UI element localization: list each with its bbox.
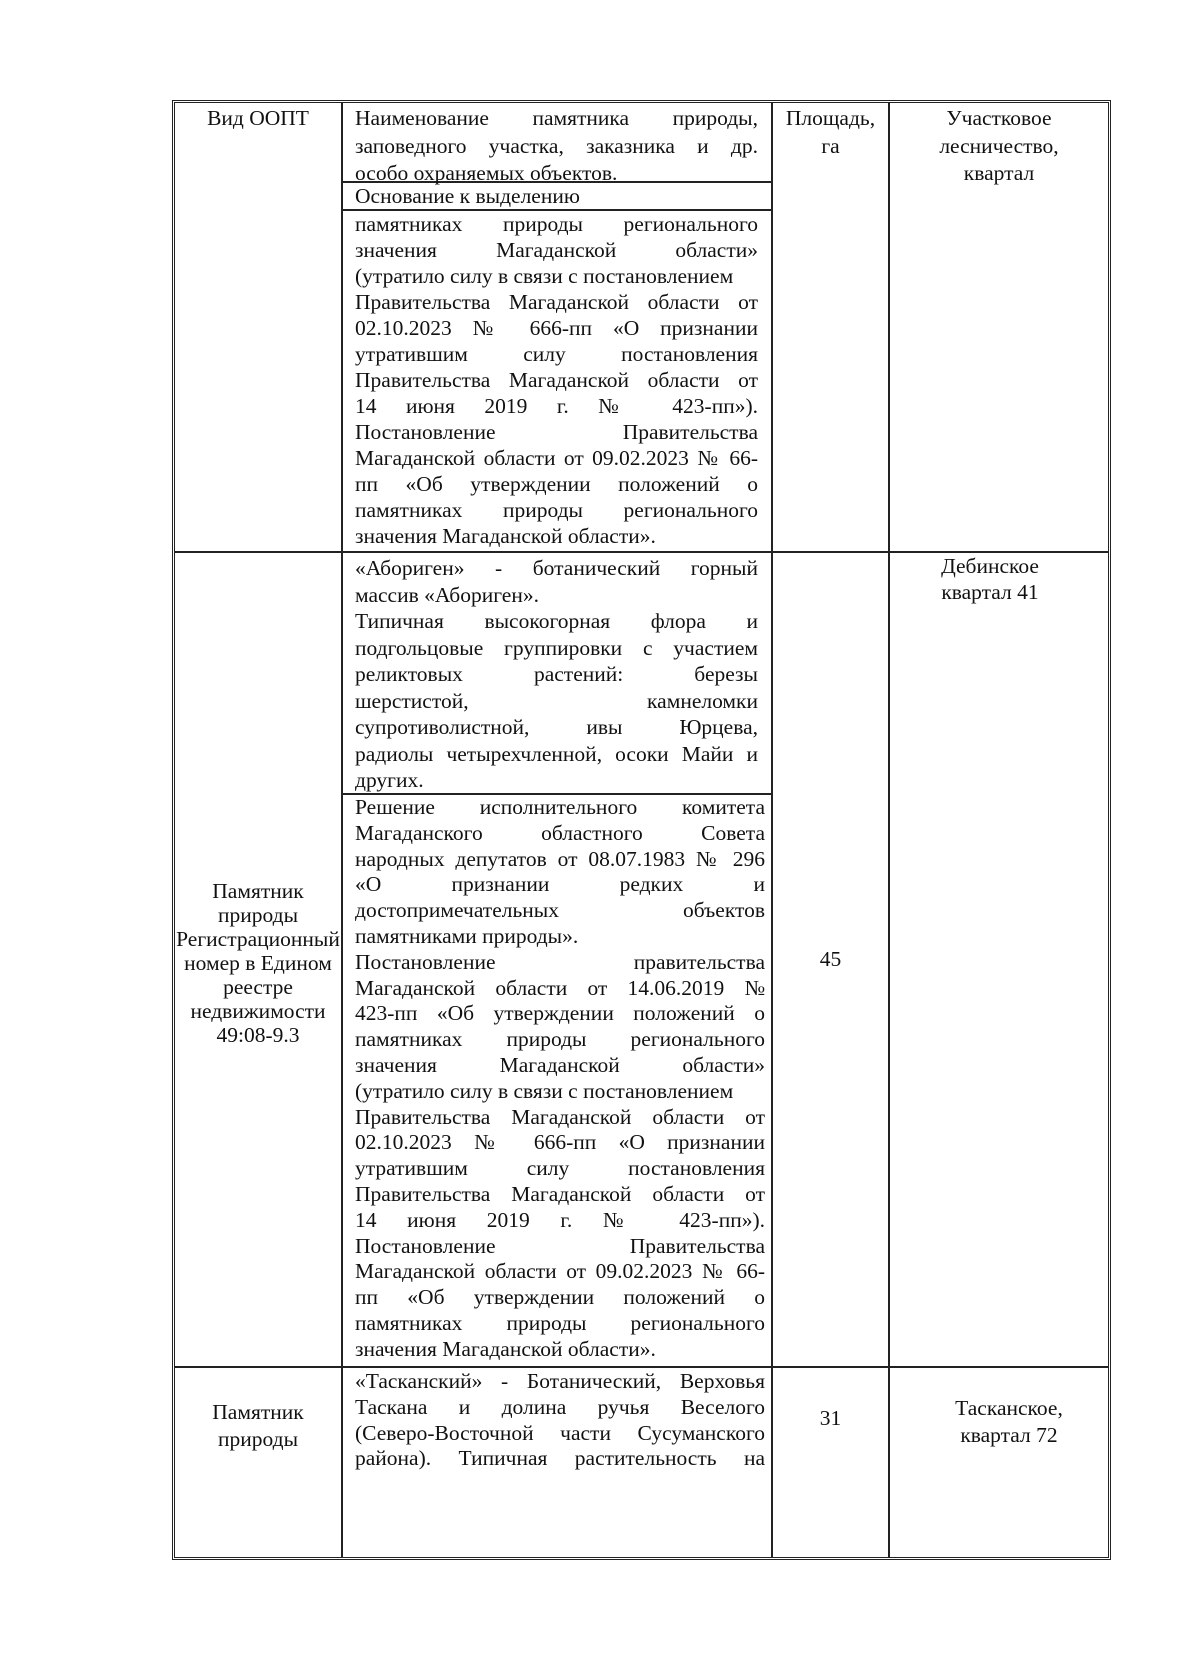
header-forestry-line: Участковое [946,106,1052,130]
name-line: Таскана и долина ручья Веселого [355,1394,765,1419]
col-divider-2 [771,103,773,1557]
basis-line: Правительства Магаданской области от [355,1104,765,1129]
type-line: Регистрационный [176,927,340,951]
continued-basis-text [355,211,758,549]
aborigen-type [175,879,341,1047]
taskan-type [175,1399,341,1453]
basis-line: «О признании редких и [355,872,765,897]
header-name [355,105,758,188]
basis-line: Магаданской области от 14.06.2019 № [355,975,765,1000]
basis-line: достопримечательных объектов [355,898,765,923]
forestry-line: Дебинское [941,554,1039,578]
basis-line: Магаданского областного Совета [355,820,765,845]
taskan-forestry [910,1395,1108,1449]
aborigen-area: 45 [819,947,842,971]
basis-line: (утратило силу в связи с постановлением [355,264,734,288]
header-name-line: заповедного участка, заказника и др. [355,133,758,158]
basis-line: 02.10.2023 № 666-пп «О признании [355,316,758,340]
name-line: (Северо-Восточной части Сусуманского [355,1420,765,1445]
basis-line: памятниках природы регионального [355,212,758,236]
basis-line: Правительства Магаданской области от [355,290,758,314]
basis-line: значения Магаданской области». [355,1336,656,1361]
header-forestry-line: квартал [963,161,1035,185]
basis-line: значения Магаданской области» [355,238,758,262]
basis-line: Правительства Магаданской области от [355,368,758,392]
header-forestry [890,105,1108,188]
basis-line: значения Магаданской области». [355,524,656,548]
basis-line: 14 июня 2019 г. № 423-пп»). [355,1207,765,1232]
basis-line: 02.10.2023 № 666-пп «О признании [355,1130,765,1155]
name-line: массив «Абориген». [355,582,539,607]
type-line: недвижимости [190,999,326,1023]
header-area-line: га [821,133,840,158]
taskan-name-text [355,1369,765,1472]
basis-line: Магаданской области от 09.02.2023 № 66- [355,1259,765,1284]
aborigen-basis-text [355,795,765,1363]
name-line: супротиволистной, ивы Юрцева, [355,715,758,739]
basis-line: памятниках природы регионального [355,1310,765,1335]
basis-line: пп «Об утверждении положений о [355,1285,765,1310]
name-line: реликтовых растений: березы [355,662,758,686]
basis-line: Магаданской области от 09.02.2023 № 66- [355,446,758,470]
type-line: природы [217,903,299,927]
basis-line: 423-пп «Об утверждении положений о [355,1001,765,1026]
basis-line: памятниками природы». [355,923,579,948]
type-line: Памятник [212,879,304,903]
name-line: шерстистой, камнеломки [355,688,758,713]
basis-line: значения Магаданской области» [355,1052,765,1077]
name-line: «Тасканский» - Ботанический, Верховья [355,1369,765,1393]
name-line: «Абориген» - ботанический горный [355,556,758,580]
basis-line: (утратило силу в связи с постановлением [355,1078,734,1103]
header-forestry-line: лесничество, [939,133,1059,158]
header-name-line: особо охраняемых объектов. [355,161,618,185]
basis-line: Постановление Правительства [355,1233,765,1258]
header-type: Вид ООПТ [207,106,309,130]
basis-line: пп «Об утверждении положений о [355,472,758,496]
col-divider-3 [888,103,890,1557]
type-line: номер в Едином [184,951,332,975]
basis-line: Постановление Правительства [355,420,758,444]
name-line: радиолы четырехчленной, осоки Майи и [355,741,758,766]
basis-line: утратившим силу постановления [355,1156,765,1181]
header-area [773,105,888,160]
forestry-line: квартал 72 [960,1423,1058,1447]
type-line: реестре [223,975,293,999]
basis-line: памятниках природы регионального [355,1027,765,1052]
type-line: 49:08-9.3 [216,1023,300,1047]
taskan-area: 31 [819,1406,842,1430]
name-line: других. [355,768,424,792]
basis-line: 14 июня 2019 г. № 423-пп»). [355,394,758,418]
aborigen-name-text [355,555,758,794]
basis-line: памятниках природы регионального [355,498,758,522]
forestry-line: Тасканское, [955,1396,1063,1420]
header-basis: Основание к выделению [355,184,580,208]
name-line: района). Типичная растительность на [355,1446,765,1471]
type-line: природы [217,1427,299,1451]
name-line: подгольцовые группировки с участием [355,635,758,660]
forestry-line: квартал 41 [941,580,1039,604]
type-line: Памятник [212,1400,304,1424]
row-divider-2 [175,1366,1108,1368]
basis-line: Решение исполнительного комитета [355,795,765,819]
basis-line: Постановление правительства [355,949,765,974]
header-name-line: Наименование памятника природы, [355,106,758,130]
col-divider-1 [341,103,343,1557]
aborigen-forestry [890,553,1090,605]
basis-line: Правительства Магаданской области от [355,1181,765,1206]
name-line: Типичная высокогорная флора и [355,609,758,633]
basis-line: утратившим силу постановления [355,342,758,366]
header-area-line: Площадь, [785,106,876,130]
basis-line: народных депутатов от 08.07.1983 № 296 [355,846,765,871]
ooopt-table [172,100,1111,1560]
